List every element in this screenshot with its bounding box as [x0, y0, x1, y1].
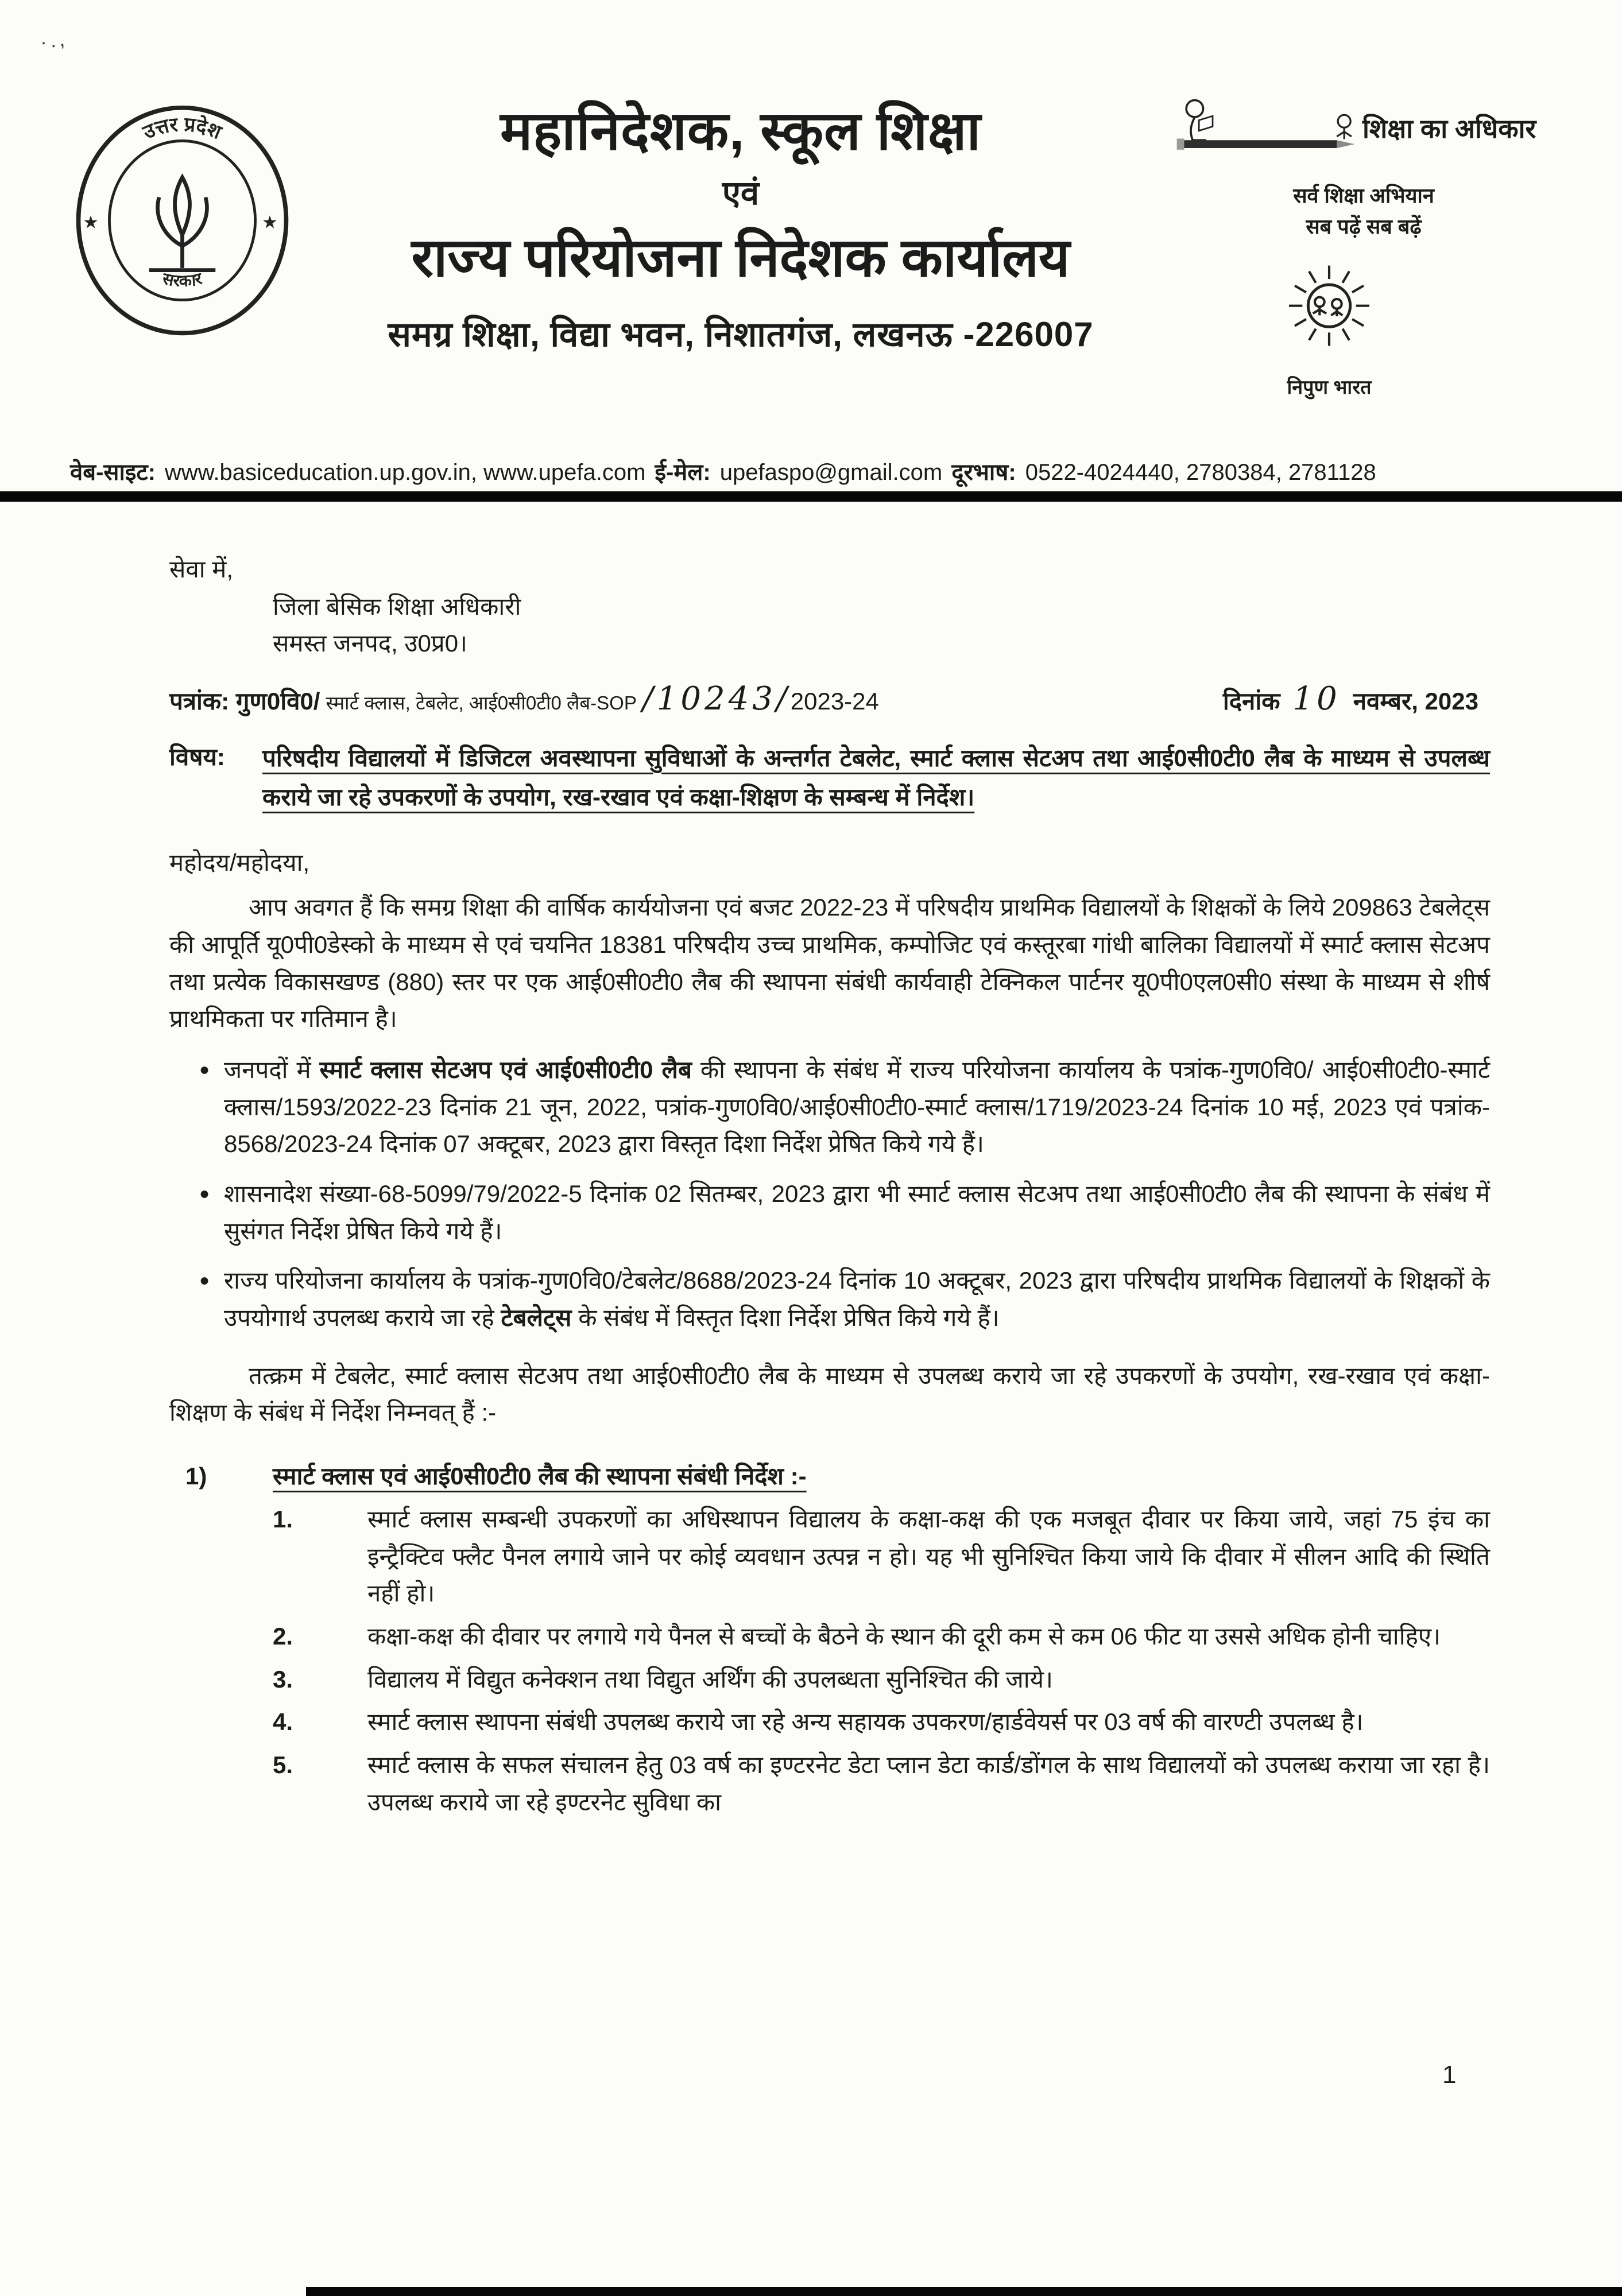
- nipun-caption: निपुण भारत: [1287, 377, 1372, 398]
- numbered-item: [273, 1704, 1490, 1741]
- bullet-item: [169, 1052, 1490, 1163]
- opening-paragraph: आप अवगत हैं कि समग्र शिक्षा की वार्षिक कार्ययोजना एवं बजट 2022-23 में परिषदीय प्राथमिक विद्यालयों के शिक्षकों के लिये 209863 टेबलेट्स की आपूर्ति यू0पी0डेस्को के माध्यम से एवं चयनित 18381 परिषदीय उच्च प्राथमिक, कम्पोजिट एवं कस्तूरबा गांधी बालिका विद्यालयों में स्मार्ट क्लास सेटअप तथा प्रत्येक विकासखण्ड (880) स्तर पर एक आई0सी0टी0 लैब की स्थापना संबंधी कार्यवाही टेक्निकल पार्टनर यू0पी0एल0सी0 संस्था के माध्यम से शीर्ष प्राथमिकता पर गतिमान है।: [169, 894, 1490, 1033]
- ref-detail: स्मार्ट क्लास, टेबलेट, आई0सी0टी0 लैब-SOP: [326, 692, 637, 714]
- addressee-line2: समस्त जनपद, उ0प्र0।: [273, 630, 467, 657]
- bullet-text: शासनादेश संख्या-68-5099/79/2022-5 दिनांक 02 सितम्बर, 2023 द्वारा भी स्मार्ट क्लास सेटअप तथा आई0सी0टी0 लैब की स्थापना के संबंध में सुसंगत निर्देश प्रेषित किये गये हैं।: [224, 1180, 1490, 1244]
- date-group: [1222, 680, 1478, 720]
- item-number: 2.: [273, 1622, 293, 1650]
- nipun-bharat-logo: [1168, 256, 1490, 400]
- followup-paragraph: तत्क्रम में टेबलेट, स्मार्ट क्लास सेटअप तथा आई0सी0टी0 लैब के माध्यम से उपलब्ध कराये जा रहे उपकरणों के उपयोग, रख-रखाव एवं कक्षा-शिक्षण के संबंध में निर्देश निम्नवत् हैं :-: [169, 1362, 1490, 1426]
- numbered-item: [273, 1618, 1490, 1655]
- letterhead: [0, 0, 1622, 505]
- ssa-slogan: [1168, 180, 1559, 242]
- sun-icon: [1269, 256, 1389, 371]
- bullet-text: राज्य परियोजना कार्यालय के पत्रांक-गुण0वि0/टेबलेट/8688/2023-24 दिनांक 10 अक्टूबर, 2023 द्वारा परिषदीय प्राथमिक विद्यालयों के शिक्षकों के उपयोगार्थ उपलब्ध कराये जा रहे टेबलेट्स के संबंध में विस्तृत दिशा निर्देश प्रेषित किये गये हैं।: [224, 1267, 1490, 1332]
- bullet-text: जनपदों में स्मार्ट क्लास सेटअप एवं आई0सी0टी0 लैब की स्थापना के संबंध में राज्य परियोजना कार्यालय के पत्रांक-गुण0वि0/ आई0सी0टी0-स्मार्ट क्लास/1593/2022-23 दिनांक 21 जून, 2022, पत्रांक-गुण0वि0/आई0सी0टी0-स्मार्ट क्लास/1719/2023-24 दिनांक 10 मई, 2023 एवं पत्रांक- 8568/2023-24 दिनांक 07 अक्टूबर, 2023 द्वारा विस्तृत दिशा निर्देश प्रेषित किये गये हैं।: [224, 1056, 1491, 1158]
- bullet-item: [169, 1176, 1490, 1250]
- letter-body: [169, 551, 1490, 1821]
- section-heading-row: [169, 1458, 1490, 1495]
- org-title-conjunction: एवं: [722, 174, 760, 212]
- addressee-line1: जिला बेसिक शिक्षा अधिकारी: [273, 592, 521, 620]
- bottom-scan-bar: [306, 2287, 1622, 2296]
- item-number: 3.: [273, 1665, 293, 1693]
- item-text: स्मार्ट क्लास स्थापना संबंधी उपलब्ध कराये जा रहे अन्य सहायक उपकरण/हार्डवेयर्स पर 03 वर्ष की वारण्टी उपलब्ध है।: [367, 1708, 1364, 1736]
- subject-text: परिषदीय विद्यालयों में डिजिटल अवस्थापना सुविधाओं के अन्तर्गत टेबलेट, स्मार्ट क्लास सेटअप तथा आई0सी0टी0 लैब के माध्यम से उपलब्ध कराये जा रहे उपकरणों के उपयोग, रख-रखाव एवं कक्षा-शिक्षण के सम्बन्ध में निर्देश।: [262, 744, 1490, 810]
- website-value: www.basiceducation.up.gov.in, www.upefa.com: [164, 460, 646, 485]
- item-number: 1.: [273, 1505, 293, 1533]
- letterhead-right-banner: [1168, 86, 1593, 400]
- ref-prefix: गुण0वि0/: [235, 688, 320, 715]
- org-title-line1: महानिदेशक, स्कूल शिक्षा: [500, 100, 981, 161]
- date-rest: नवम्बर, 2023: [1353, 688, 1478, 715]
- email-label: ई-मेल:: [655, 460, 711, 485]
- bullet-icon: ●: [199, 1060, 210, 1080]
- children-figures-icon: [1313, 297, 1343, 316]
- ref-year: 2023-24: [790, 688, 879, 715]
- contact-line: [70, 455, 1494, 487]
- numbered-item: [273, 1661, 1490, 1698]
- date-label: दिनांक: [1222, 688, 1280, 715]
- phone-value: 0522-4024440, 2780384, 2781128: [1025, 460, 1376, 485]
- rte-row: [1168, 86, 1593, 172]
- page-number: 1: [1442, 2061, 1457, 2089]
- numbered-item: [273, 1501, 1490, 1612]
- to-line: सेवा में,: [169, 556, 234, 583]
- ssa-slogan-line1: सर्व शिक्षा अभियान: [1293, 184, 1434, 207]
- children-pencil-icon: [1168, 86, 1358, 172]
- up-government-seal: [72, 100, 293, 342]
- seal-star-right: ★: [262, 212, 278, 232]
- section-title: स्मार्ट क्लास एवं आई0सी0टी0 लैब की स्थापना संबंधी निर्देश :-: [273, 1463, 807, 1490]
- scan-artifact: ·.,: [38, 28, 69, 54]
- section-number: 1): [185, 1463, 207, 1490]
- seal-ring-text-bottom: सरकार: [161, 269, 204, 291]
- rte-slogan: शिक्षा का अधिकार: [1362, 114, 1536, 144]
- subject-label: विषय:: [169, 743, 225, 770]
- svg-text:सरकार: [160, 269, 204, 291]
- letterhead-title-block: [304, 92, 1177, 356]
- seal-star-left: ★: [83, 212, 99, 232]
- seal-tree-icon: [149, 177, 216, 270]
- phone-label: दूरभाष:: [951, 460, 1016, 485]
- ref-number-handwritten: /10243/: [642, 680, 791, 718]
- date-day-handwritten: 10: [1292, 680, 1341, 718]
- subject-row: [169, 739, 1490, 817]
- item-text: कक्षा-कक्ष की दीवार पर लगाये गये पैनल से बच्चों के बैठने के स्थान की दूरी कम से कम 06 फीट या उससे अधिक होनी चाहिए।: [367, 1622, 1441, 1650]
- org-title-line2: राज्य परियोजना निदेशक कार्यालय: [411, 227, 1070, 288]
- bullet-item: [169, 1262, 1490, 1336]
- bullet-list: [169, 1052, 1490, 1337]
- header-divider-rule: [0, 491, 1622, 502]
- reference-line: [169, 680, 1490, 720]
- bullet-icon: ●: [199, 1184, 210, 1204]
- numbered-list: [169, 1501, 1490, 1821]
- email-value: upefaspo@gmail.com: [719, 460, 943, 485]
- numbered-item: [273, 1747, 1490, 1821]
- ssa-slogan-line2: सब पढ़ें सब बढ़ें: [1306, 215, 1422, 238]
- seal-ring-text-top: उत्तर प्रदेश: [140, 113, 224, 144]
- item-text: स्मार्ट क्लास के सफल संचालन हेतु 03 वर्ष का इण्टरनेट डेटा प्लान डेटा कार्ड/डोंगल के साथ विद्यालयों को उपलब्ध कराया जा रहा है। उपलब्ध कराये जा रहे इण्टरनेट सुविधा का: [367, 1751, 1490, 1816]
- website-label: वेब-साइट:: [70, 460, 156, 485]
- org-address-line: समग्र शिक्षा, विद्या भवन, निशातगंज, लखनऊ -226007: [388, 315, 1094, 354]
- bullet-icon: ●: [199, 1271, 210, 1290]
- item-number: 4.: [273, 1708, 293, 1736]
- ref-label: पत्रांक:: [169, 688, 230, 715]
- greeting: महोदय/महोदया,: [169, 848, 310, 876]
- item-text: स्मार्ट क्लास सम्बन्धी उपकरणों का अधिस्थापन विद्यालय के कक्षा-कक्ष की एक मजबूत दीवार पर किया जाये, जहां 75 इंच का इन्ट्रैक्टिव फ्लैट पैनल लगाये जाने पर कोई व्यवधान उत्पन्न न हो। यह भी सुनिश्चित किया जाये कि दीवार में सीलन आदि की स्थिति नहीं हो।: [367, 1505, 1490, 1607]
- item-text: विद्यालय में विद्युत कनेक्शन तथा विद्युत अर्थिंग की उपलब्धता सुनिश्चित की जाये।: [367, 1665, 1053, 1693]
- svg-text:उत्तर प्रदेश: [140, 114, 225, 144]
- item-number: 5.: [273, 1751, 293, 1778]
